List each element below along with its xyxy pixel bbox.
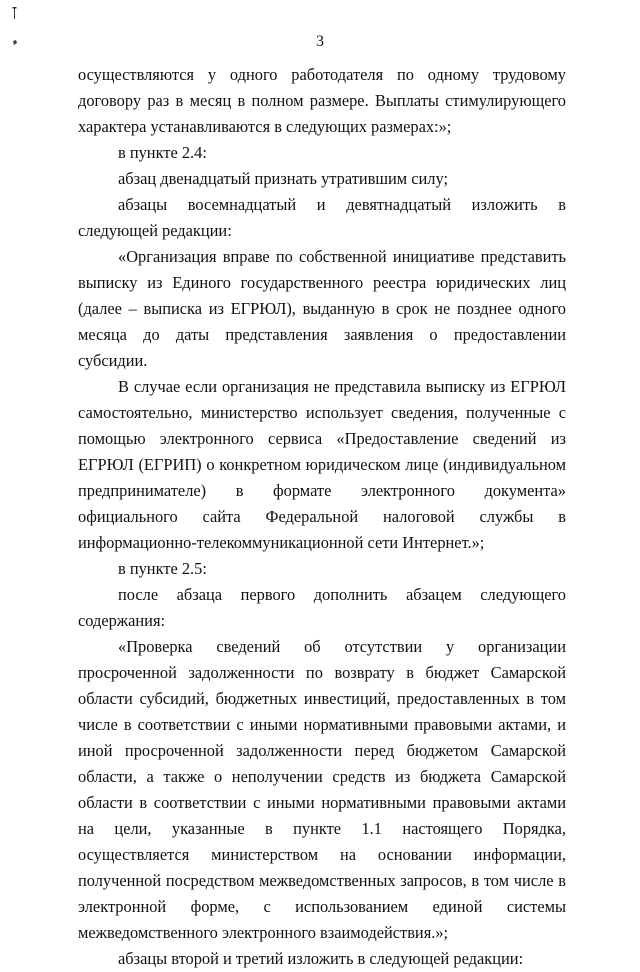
paragraph: «Проверка сведений об отсутствии у организации просроченной задолженности по возврату в бюджет Самарской области субсидий, бюджетных инвестиций, предоставленных в том числе в соответствии с иными нормативными правовыми актами, и иной просроченной задолженности перед бюджетом Самарской области, а также о неполучении средств из бюджета Самарской области в соответствии с иными нормативными правовыми актами на цели, указанные в пункте 1.1 настоящего Порядка, осуществляется министерством на основании информации, полученной посредством межведомственных запросов, в том числе в электронной форме, с использованием единой системы межведомственного электронного взаимодействия.»; xyxy=(78,637,566,942)
paragraph: в пункте 2.5: xyxy=(118,559,207,578)
paragraph: осуществляются у одного работодателя по одному трудовому договору раз в месяц в полном размере. Выплаты стимулирующего характера устанавливаются в следующих размерах:»; xyxy=(78,65,566,136)
paragraph: абзацы восемнадцатый и девятнадцатый изложить в следующей редакции: xyxy=(78,195,566,240)
paragraph: после абзаца первого дополнить абзацем следующего содержания: xyxy=(78,585,566,630)
paragraph: в пункте 2.4: xyxy=(118,143,207,162)
paragraph: «Организация вправе по собственной инициативе представить выписку из Единого государственного реестра юридических лиц (далее – выписка из ЕГРЮЛ), выданную в срок не позднее одного месяца до даты представления заявления о предоставлении субсидии. xyxy=(78,247,566,370)
paragraph: абзацы второй и третий изложить в следующей редакции: xyxy=(118,949,524,968)
document-body xyxy=(78,62,566,972)
paragraph: абзац двенадцатый признать утратившим силу; xyxy=(118,169,449,188)
paragraph: В случае если организация не представила выписку из ЕГРЮЛ самостоятельно, министерство использует сведения, полученные с помощью электронного сервиса «Предоставление сведений из ЕГРЮЛ (ЕГРИП) о конкретном юридическом лице (индивидуальном предпринимателе) в формате электронного документа» официального сайта Федеральной налоговой службы в информационно-телекоммуникационной сети Интернет.»; xyxy=(78,377,566,552)
scan-artifact-icon xyxy=(12,6,17,20)
page-number: 3 xyxy=(316,33,324,50)
